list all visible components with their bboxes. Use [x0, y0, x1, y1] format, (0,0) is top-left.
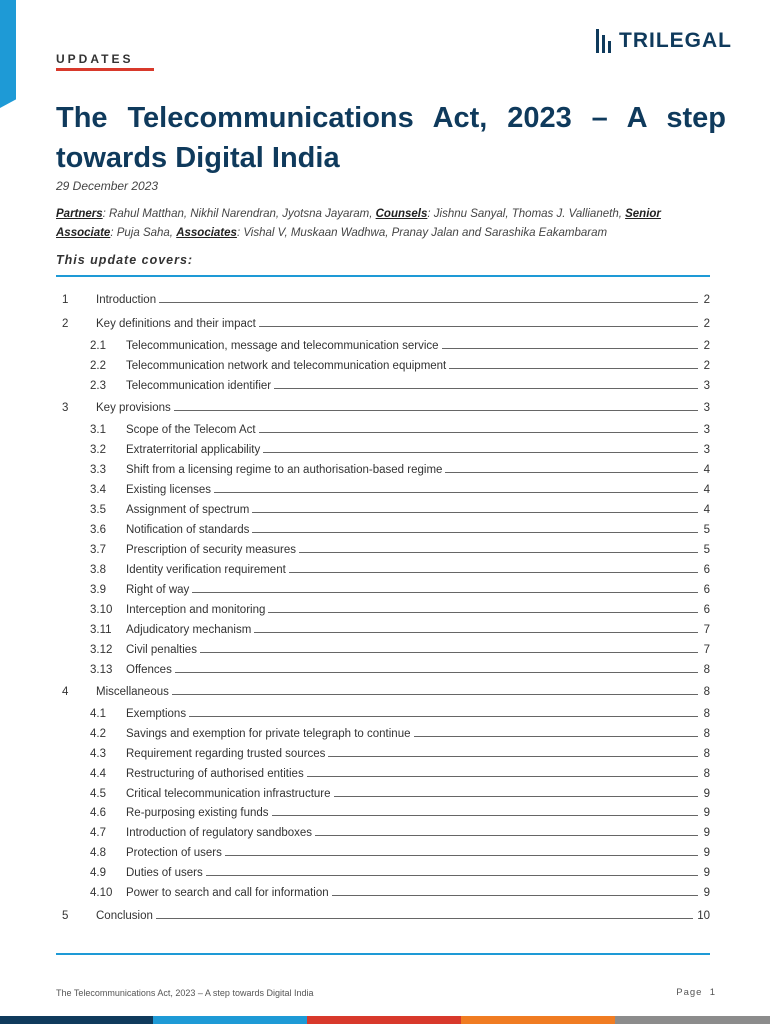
toc-entry-number: 4 — [62, 686, 69, 698]
toc-entry-label: Protection of users — [126, 847, 222, 859]
senior-associate-names: : Puja Saha, — [110, 227, 177, 239]
footer-page-number: 1 — [709, 987, 716, 998]
toc-entry-number: 3.12 — [90, 644, 113, 656]
toc-entry[interactable] — [56, 398, 710, 414]
toc-entry-label: Right of way — [126, 584, 190, 596]
footer-title: The Telecommunications Act, 2023 – A step towards Digital India — [56, 988, 314, 998]
toc-entry-label: Shift from a licensing regime to an authorisation-based regime — [126, 464, 443, 476]
toc-entry-leader — [156, 918, 693, 919]
toc-entry[interactable] — [56, 906, 710, 922]
toc-entry[interactable] — [56, 500, 710, 516]
toc-entry[interactable] — [56, 620, 710, 636]
toc-entry-label: Power to search and call for information — [126, 887, 329, 899]
associates-names: : Vishal V, Muskaan Wadhwa, Pranay Jalan and Sarashika Eakambaram — [236, 227, 608, 239]
toc-entry-leader — [328, 756, 698, 757]
toc-entry-page: 9 — [703, 867, 710, 879]
toc-top-rule — [56, 275, 710, 277]
toc-entry-label: Re-purposing existing funds — [126, 807, 269, 819]
toc-entry[interactable] — [56, 744, 710, 760]
toc-entry-label: Requirement regarding trusted sources — [126, 748, 326, 760]
partners-names: : Rahul Matthan, Nikhil Narendran, Jyotsna Jayaram, — [102, 208, 376, 220]
toc-entry-leader — [175, 672, 698, 673]
toc-entry-page: 9 — [703, 887, 710, 899]
toc-entry-page: 2 — [703, 360, 710, 372]
toc-entry-leader — [445, 472, 698, 473]
toc-entry-number: 4.1 — [90, 708, 106, 720]
toc-entry-leader — [332, 895, 698, 896]
toc-entry-label: Restructuring of authorised entities — [126, 768, 304, 780]
toc-entry-number: 1 — [62, 294, 69, 306]
toc-entry[interactable] — [56, 580, 710, 596]
toc-entry[interactable] — [56, 314, 710, 330]
toc-entry-label: Scope of the Telecom Act — [126, 424, 256, 436]
toc-entry-number: 3.10 — [90, 604, 113, 616]
toc-entry[interactable] — [56, 823, 710, 839]
toc-entry-leader — [189, 716, 698, 717]
toc-entry-leader — [315, 835, 698, 836]
toc-entry[interactable] — [56, 520, 710, 536]
toc-entry-page: 4 — [703, 484, 710, 496]
color-bar-segment — [615, 1016, 770, 1024]
toc-entry-leader — [259, 432, 698, 433]
counsels-names: : Jishnu Sanyal, Thomas J. Vallianeth, — [427, 208, 626, 220]
toc-entry-number: 3.1 — [90, 424, 106, 436]
toc-entry-label: Key definitions and their impact — [96, 318, 256, 330]
toc-entry-page: 8 — [703, 664, 710, 676]
toc-entry-page: 7 — [703, 644, 710, 656]
toc-entry-page: 8 — [703, 686, 710, 698]
toc-entry-leader — [254, 632, 698, 633]
toc-entry-number: 4.4 — [90, 768, 106, 780]
senior-associate-label: Senior Associate — [56, 208, 661, 239]
toc-entry-leader — [206, 875, 698, 876]
toc-entry-leader — [263, 452, 698, 453]
toc-entry-number: 3.4 — [90, 484, 106, 496]
toc-entry-page: 5 — [703, 524, 710, 536]
toc-entry-number: 2 — [62, 318, 69, 330]
toc-entry-label: Miscellaneous — [96, 686, 169, 698]
toc-entry-leader — [307, 776, 698, 777]
toc-entry-number: 4.7 — [90, 827, 106, 839]
toc-entry[interactable] — [56, 724, 710, 740]
toc-entry-leader — [259, 326, 698, 327]
toc-entry-label: Duties of users — [126, 867, 203, 879]
toc-entry-page: 3 — [703, 424, 710, 436]
toc-entry-number: 2.3 — [90, 380, 106, 392]
toc-entry-label: Critical telecommunication infrastructure — [126, 788, 331, 800]
toc-entry-leader — [214, 492, 698, 493]
publication-date: 29 December 2023 — [56, 179, 159, 193]
toc-entry-number: 2.2 — [90, 360, 106, 372]
toc-entry[interactable] — [56, 460, 710, 476]
toc-entry-label: Telecommunication identifier — [126, 380, 272, 392]
color-bar-segment — [307, 1016, 461, 1024]
toc-entry[interactable] — [56, 704, 710, 720]
toc-entry-label: Notification of standards — [126, 524, 250, 536]
toc-entry-number: 5 — [62, 910, 69, 922]
toc-entry-leader — [299, 552, 698, 553]
toc-entry[interactable] — [56, 863, 710, 879]
toc-entry-number: 3.6 — [90, 524, 106, 536]
toc-entry-page: 9 — [703, 807, 710, 819]
authors-block — [56, 205, 716, 243]
document-title: The Telecommunications Act, 2023 – A step towards Digital India — [56, 102, 726, 174]
color-bar-segment — [461, 1016, 615, 1024]
toc-entry[interactable] — [56, 803, 710, 819]
toc-entry-page: 8 — [703, 748, 710, 760]
toc-entry-label: Introduction of regulatory sandboxes — [126, 827, 313, 839]
toc-entry-number: 3.11 — [90, 624, 112, 636]
toc-entry-leader — [449, 368, 698, 369]
toc-entry-number: 3.2 — [90, 444, 106, 456]
toc-entry-leader — [252, 532, 698, 533]
toc-entry-page: 2 — [703, 340, 710, 352]
toc-entry-page: 10 — [697, 910, 710, 922]
toc-entry-page: 7 — [703, 624, 710, 636]
toc-entry-leader — [200, 652, 698, 653]
toc-entry[interactable] — [56, 600, 710, 616]
toc-entry[interactable] — [56, 376, 710, 392]
toc-entry-label: Civil penalties — [126, 644, 197, 656]
toc-entry-page: 2 — [703, 318, 710, 330]
toc-entry-page: 9 — [703, 847, 710, 859]
toc-entry-label: Key provisions — [96, 402, 171, 414]
toc-entry-page: 3 — [703, 380, 710, 392]
toc-entry[interactable] — [56, 540, 710, 556]
toc-entry-page: 3 — [703, 444, 710, 456]
toc-entry-number: 4.2 — [90, 728, 106, 740]
logo-mark-icon — [596, 29, 611, 53]
logo-text: TRILEGAL — [619, 29, 732, 52]
toc-entry-label: Exemptions — [126, 708, 187, 720]
toc-entry-leader — [252, 512, 698, 513]
toc-entry-leader — [442, 348, 698, 349]
toc-entry-page: 8 — [703, 708, 710, 720]
toc-entry-page: 9 — [703, 788, 710, 800]
toc-entry-leader — [274, 388, 698, 389]
corner-stripe — [0, 0, 16, 108]
toc-entry-page: 2 — [703, 294, 710, 306]
toc-entry-leader — [289, 572, 698, 573]
toc-entry[interactable] — [56, 660, 710, 676]
toc-entry[interactable] — [56, 420, 710, 436]
toc-entry-leader — [268, 612, 698, 613]
toc-entry-leader — [334, 796, 698, 797]
toc-entry-page: 6 — [703, 564, 710, 576]
toc-entry-page: 8 — [703, 768, 710, 780]
toc-entry-label: Interception and monitoring — [126, 604, 266, 616]
counsels-label: Counsels — [375, 208, 428, 220]
toc-entry[interactable] — [56, 682, 710, 698]
toc-entry-number: 3.9 — [90, 584, 106, 596]
toc-entry[interactable] — [56, 843, 710, 859]
section-label: UPDATES — [56, 52, 134, 66]
toc-entry-page: 9 — [703, 827, 710, 839]
toc-entry-page: 6 — [703, 604, 710, 616]
toc-heading: This update covers: — [56, 253, 194, 267]
toc-entry-leader — [192, 592, 698, 593]
toc-entry-label: Offences — [126, 664, 172, 676]
toc-entry-leader — [225, 855, 698, 856]
toc-entry[interactable] — [56, 290, 710, 306]
toc-entry[interactable] — [56, 440, 710, 456]
toc-entry-number: 3.5 — [90, 504, 106, 516]
toc-entry-leader — [159, 302, 698, 303]
toc-entry-page: 4 — [703, 504, 710, 516]
toc-entry-number: 4.8 — [90, 847, 106, 859]
toc-entry-leader — [272, 815, 698, 816]
toc-entry-label: Assignment of spectrum — [126, 504, 250, 516]
toc-entry-label: Identity verification requirement — [126, 564, 286, 576]
color-bar-segment — [0, 1016, 153, 1024]
toc-entry-label: Savings and exemption for private telegraph to continue — [126, 728, 411, 740]
toc-entry-label: Existing licenses — [126, 484, 212, 496]
toc-entry-leader — [414, 736, 699, 737]
toc-entry-number: 4.3 — [90, 748, 106, 760]
toc-entry[interactable] — [56, 560, 710, 576]
toc-entry-label: Telecommunication, message and telecommunication service — [126, 340, 439, 352]
footer-rule — [56, 953, 710, 955]
toc-entry-page: 3 — [703, 402, 710, 414]
toc-entry[interactable] — [56, 480, 710, 496]
associates-label: Associates — [176, 227, 237, 239]
color-bar-segment — [153, 1016, 307, 1024]
footer-page-label: Page — [676, 987, 703, 998]
toc-entry-page: 4 — [703, 464, 710, 476]
toc-entry-label: Adjudicatory mechanism — [126, 624, 252, 636]
toc-entry-label: Extraterritorial applicability — [126, 444, 261, 456]
toc-entry-leader — [174, 410, 698, 411]
toc-entry-number: 4.5 — [90, 788, 106, 800]
toc-entry-number: 4.9 — [90, 867, 106, 879]
toc-entry-label: Conclusion — [96, 910, 153, 922]
partners-label: Partners — [56, 208, 103, 220]
toc-entry-number: 3 — [62, 402, 69, 414]
toc-entry-number: 2.1 — [90, 340, 106, 352]
toc-entry-page: 8 — [703, 728, 710, 740]
trilegal-logo — [596, 28, 732, 54]
toc-entry-page: 6 — [703, 584, 710, 596]
toc-entry-leader — [172, 694, 698, 695]
toc-entry[interactable] — [56, 336, 710, 352]
toc-entry-page: 5 — [703, 544, 710, 556]
toc-entry-number: 4.10 — [90, 887, 113, 899]
toc-entry[interactable] — [56, 764, 710, 780]
toc-entry[interactable] — [56, 356, 710, 372]
section-label-underline — [56, 68, 154, 71]
toc-entry-label: Telecommunication network and telecommunication equipment — [126, 360, 447, 372]
bottom-color-bar — [0, 1016, 770, 1024]
toc-entry-number: 4.6 — [90, 807, 106, 819]
toc-entry-number: 3.3 — [90, 464, 106, 476]
toc-entry[interactable] — [56, 640, 710, 656]
toc-entry-label: Prescription of security measures — [126, 544, 297, 556]
footer-page-indicator — [676, 987, 716, 998]
toc-entry-number: 3.13 — [90, 664, 113, 676]
toc-entry[interactable] — [56, 784, 710, 800]
toc-entry[interactable] — [56, 883, 710, 899]
toc-entry-label: Introduction — [96, 294, 157, 306]
toc-entry-number: 3.8 — [90, 564, 106, 576]
toc-entry-number: 3.7 — [90, 544, 106, 556]
